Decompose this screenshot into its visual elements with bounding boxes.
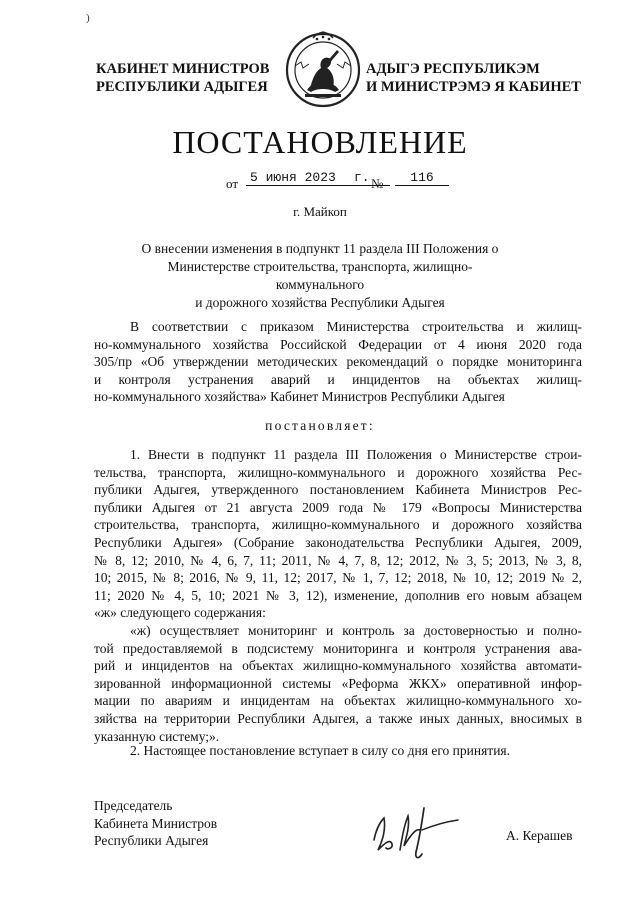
header-left — [96, 60, 276, 96]
item-1-paragraph — [94, 446, 582, 622]
decree-date: 5 июня 2023 — [246, 170, 390, 186]
item-2-line: 2. Настоящее постановление вступает в силу со дня его принятия. — [130, 743, 511, 758]
header-left-line-2: РЕСПУБЛИКИ АДЫГЕЯ — [96, 79, 268, 95]
item-1-line: 11; 2020 № 4, 5, 10; 2021 № 3, 12), изменение, дополнив его новым абзацем — [94, 587, 582, 603]
subject-line: О внесении изменения в подпункт 11 раздела III Положения о — [141, 241, 499, 256]
signatory-name: А. Керашев — [506, 828, 573, 843]
quote-line: рий и инцидентов на объектах жилищно-коммунального хозяйства автомати- — [94, 658, 582, 674]
year-suffix-label: г. — [354, 170, 370, 185]
quote-line: зяйства на территории Республики Адыгея, а также иных данных, вносимых в — [94, 710, 582, 726]
resolves-label: постановляет: — [265, 418, 375, 433]
quote-line: «ж) осуществляет мониторинг и контроль за достоверностью и полно- — [130, 623, 582, 638]
header-right-line-2: И МИНИСТРЭМЭ Я КАБИНЕТ — [366, 79, 581, 95]
item-1-line: 1. Внести в подпункт 11 раздела III Положения о Министерстве строи- — [130, 447, 582, 462]
city: г. Майкоп — [293, 204, 347, 219]
preamble-paragraph — [94, 318, 582, 406]
corner-mark: ) — [86, 12, 90, 24]
header-left-line-1: КАБИНЕТ МИНИСТРОВ — [96, 61, 270, 77]
subject-line: и дорожного хозяйства Республики Адыгея — [195, 295, 445, 310]
document-subject — [130, 240, 510, 312]
item-1-line: публики Адыгея, утвержденного постановлением Кабинета Министров Рес- — [94, 482, 582, 498]
preamble-line: 305/пр «Об утверждении методических рекомендаций о порядке мониторинга — [94, 354, 582, 370]
item-1-quote-paragraph — [94, 622, 582, 745]
preamble-line: но-коммунального хозяйства» Кабинет Министров Республики Адыгея — [94, 389, 505, 405]
subject-line: Министерстве строительства, транспорта, жилищно-коммунального — [167, 259, 473, 292]
preamble-line: но-коммунального хозяйства Российской Федерации от 4 июня 2020 года — [94, 336, 582, 352]
number-label: № — [371, 176, 384, 191]
date-prefix-label: от — [226, 176, 239, 191]
item-2-paragraph — [94, 742, 582, 760]
document-title: ПОСТАНОВЛЕНИЕ — [172, 124, 468, 160]
item-1-line: № 8, 12; 2010, № 4, 6, 7, 11; 2011, № 4, 7, 8, 12; 2012, № 3, 5; 2013, № 3, 8, — [94, 552, 582, 568]
header-right-line-1: АДЫГЭ РЕСПУБЛИКЭМ — [366, 61, 540, 77]
item-1-line: тельства, транспорта, жилищно-коммунального и дорожного хозяйства Рес- — [94, 464, 582, 480]
signatory-position-line: Республики Адыгея — [94, 833, 209, 848]
preamble-line: В соответствии с приказом Министерства строительства и жилищ- — [130, 319, 582, 334]
header-right — [366, 60, 586, 96]
coat-of-arms-icon — [283, 28, 363, 112]
preamble-line: и контроля устранения аварий и инцидентов на объектах жилищ- — [94, 371, 582, 387]
item-1-line: публики Адыгея от 21 августа 2009 года № 179 «Вопросы Министерства — [94, 499, 582, 515]
item-1-line: строительства, транспорта, жилищно-коммунального и дорожного хозяйства — [94, 517, 582, 533]
item-1-line: 10; 2015, № 8; 2016, № 9, 11, 12; 2017, № 1, 7, 12; 2018, № 10, 12; 2019 № 2, — [94, 570, 582, 586]
item-1-line: Республики Адыгея» (Собрание законодательства Республики Адыгея, 2009, — [94, 534, 582, 550]
quote-line: той предоставляемой в подсистему мониторинга и контроля устранения ава- — [94, 640, 582, 656]
signatory-position-line: Председатель — [94, 798, 173, 813]
signatory-position — [94, 797, 217, 850]
item-1-line: «ж» следующего содержания: — [94, 605, 266, 621]
decree-number: 116 — [395, 170, 449, 186]
quote-line: мации по авариям и инцидентам на объектах жилищно-коммунального хо- — [94, 693, 582, 709]
quote-line: зированной информационной системы «Реформа ЖКХ» оперативной инфор- — [94, 675, 582, 691]
handwritten-signature-icon — [366, 800, 466, 870]
quote-line: указанную систему;». — [94, 728, 220, 744]
signatory-position-line: Кабинета Министров — [94, 815, 218, 831]
